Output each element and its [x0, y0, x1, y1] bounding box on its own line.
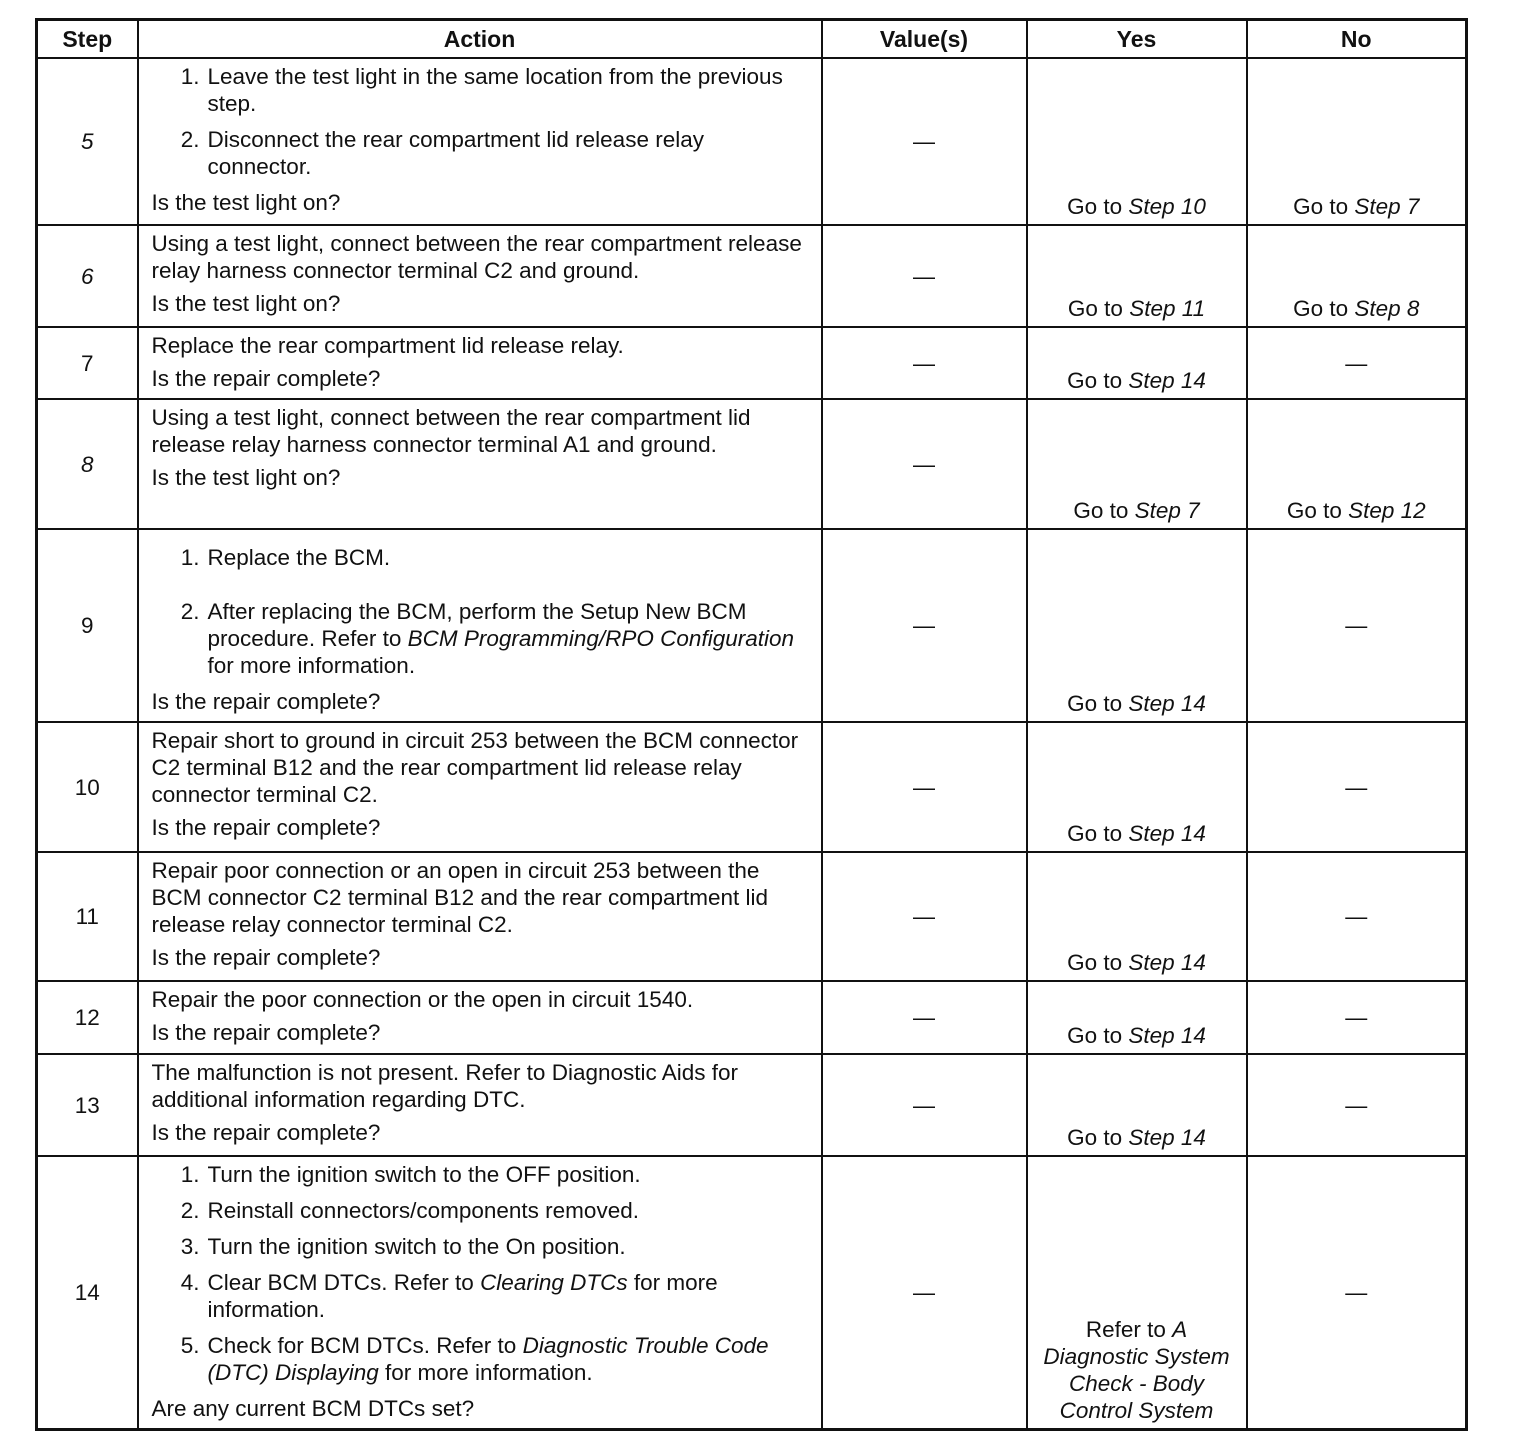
- action-cell: [138, 58, 822, 225]
- table-row-step-12: [37, 981, 1467, 1054]
- no-cell: [1247, 1156, 1467, 1430]
- yes-cell: [1027, 1156, 1247, 1430]
- action-item: Disconnect the rear compartment lid release relay connector.: [207, 127, 704, 179]
- step-number: 5: [37, 58, 138, 225]
- action-text: Repair short to ground in circuit 253 between the BCM connector C2 terminal B12 and the rear compartment lid release relay connector terminal C2.: [151, 728, 799, 807]
- no-cell: [1247, 981, 1467, 1054]
- action-cell: [138, 1054, 822, 1156]
- dash: —: [913, 774, 935, 800]
- header-action: Action: [138, 20, 822, 59]
- action-cell: [138, 1156, 822, 1430]
- action-cell: [138, 529, 822, 722]
- values-cell: [822, 1156, 1027, 1430]
- yes-cell: [1027, 399, 1247, 529]
- step-link[interactable]: Step 10: [1128, 194, 1206, 219]
- yes-cell: [1027, 529, 1247, 722]
- action-text: Using a test light, connect between the rear compartment lid release relay harness connector terminal A1 and ground.: [151, 405, 751, 457]
- action-item: Turn the ignition switch to the OFF position.: [207, 1162, 641, 1187]
- values-cell: [822, 327, 1027, 399]
- table-row-step-13: [37, 1054, 1467, 1156]
- no-cell: [1247, 1054, 1467, 1156]
- action-question: Is the test light on?: [151, 291, 341, 316]
- go-to-label: Go to: [1293, 296, 1349, 321]
- no-cell: [1247, 852, 1467, 981]
- dash: —: [1345, 350, 1368, 376]
- dash: —: [913, 613, 935, 638]
- action-item-text: for more information.: [378, 1360, 593, 1385]
- action-cell: [138, 981, 822, 1054]
- action-cell: [138, 225, 822, 327]
- action-question: Is the test light on?: [151, 190, 341, 215]
- action-cell: [138, 327, 822, 399]
- go-to-label: Go to: [1293, 194, 1349, 219]
- refer-to-label: Refer to: [1085, 1317, 1173, 1342]
- step-link[interactable]: Step 14: [1128, 1023, 1206, 1048]
- action-item: Reinstall connectors/components removed.: [207, 1198, 639, 1223]
- yes-cell: [1027, 722, 1247, 852]
- reference-link[interactable]: A Diagnostic System Check - Body Control System: [1043, 1317, 1230, 1423]
- action-cell: [138, 852, 822, 981]
- table-row-step-14: [37, 1156, 1467, 1430]
- action-question: Is the repair complete?: [151, 945, 381, 970]
- dash: —: [913, 1280, 935, 1305]
- action-item-text: Check for BCM DTCs. Refer to: [207, 1333, 523, 1358]
- dash: —: [1345, 1005, 1368, 1030]
- step-number: 14: [37, 1156, 138, 1430]
- action-text: The malfunction is not present. Refer to Diagnostic Aids for additional information regarding DTC.: [151, 1060, 739, 1112]
- yes-cell: [1027, 225, 1247, 327]
- action-item: [208, 598, 813, 679]
- yes-cell: [1027, 1054, 1247, 1156]
- go-to-label: Go to: [1067, 194, 1123, 219]
- go-to-label: Go to: [1067, 821, 1123, 846]
- step-link[interactable]: Step 14: [1128, 1125, 1206, 1150]
- table-row-step-7: [37, 327, 1467, 399]
- header-no: No: [1247, 20, 1467, 59]
- action-text: Repair the poor connection or the open in circuit 1540.: [151, 987, 694, 1012]
- action-text: Replace the rear compartment lid release relay.: [151, 333, 624, 358]
- go-to-label: Go to: [1067, 1023, 1123, 1048]
- action-question: Is the repair complete?: [151, 366, 381, 391]
- dash: —: [913, 451, 935, 477]
- step-link[interactable]: Step 14: [1128, 821, 1206, 846]
- no-cell: [1247, 327, 1467, 399]
- no-cell: [1247, 225, 1467, 327]
- step-link[interactable]: Step 7: [1354, 194, 1420, 219]
- action-item: Turn the ignition switch to the On position.: [207, 1234, 626, 1259]
- action-cell: [138, 722, 822, 852]
- action-question: Is the repair complete?: [151, 689, 381, 714]
- dash: —: [913, 129, 935, 154]
- action-item: Replace the BCM.: [207, 545, 391, 570]
- values-cell: [822, 529, 1027, 722]
- action-question: Are any current BCM DTCs set?: [151, 1396, 475, 1421]
- step-number: 11: [37, 852, 138, 981]
- values-cell: [822, 399, 1027, 529]
- values-cell: [822, 722, 1027, 852]
- reference-link[interactable]: BCM Programming/RPO Configuration: [407, 626, 794, 651]
- header-row: [37, 20, 1467, 59]
- step-link[interactable]: Step 8: [1354, 296, 1420, 321]
- no-cell: [1247, 58, 1467, 225]
- values-cell: [822, 852, 1027, 981]
- action-item: Leave the test light in the same location from the previous step.: [207, 64, 783, 116]
- values-cell: [822, 225, 1027, 327]
- go-to-label: Go to: [1067, 950, 1123, 975]
- dash: —: [913, 904, 935, 929]
- action-list: [152, 63, 813, 180]
- step-link[interactable]: Step 12: [1348, 498, 1426, 523]
- dash: —: [1345, 1092, 1368, 1118]
- table-row-step-5: [37, 58, 1467, 225]
- step-link[interactable]: Step 14: [1128, 950, 1206, 975]
- dash: —: [1345, 613, 1368, 638]
- step-number: 7: [37, 327, 138, 399]
- dash: —: [1345, 1280, 1368, 1305]
- yes-cell: [1027, 852, 1247, 981]
- table-row-step-11: [37, 852, 1467, 981]
- values-cell: [822, 58, 1027, 225]
- diagnostic-table: [35, 18, 1468, 1431]
- header-values: Value(s): [822, 20, 1027, 59]
- go-to-label: Go to: [1067, 368, 1123, 393]
- action-question: Is the repair complete?: [151, 1120, 381, 1145]
- action-item: [208, 1332, 813, 1386]
- action-item-text: After replacing the BCM, perform the Setup New BCM procedure. Refer to: [207, 599, 747, 651]
- header-step: Step: [37, 20, 138, 59]
- step-link[interactable]: Step 14: [1128, 691, 1206, 716]
- no-cell: [1247, 722, 1467, 852]
- reference-link[interactable]: Diagnostic Trouble Code (DTC) Displaying: [207, 1333, 769, 1385]
- values-cell: [822, 1054, 1027, 1156]
- table-row-step-8: [37, 399, 1467, 529]
- dash: —: [913, 350, 935, 376]
- go-to-label: Go to: [1286, 498, 1342, 523]
- action-text: Using a test light, connect between the rear compartment release relay harness connector terminal C2 and ground.: [151, 231, 802, 283]
- step-link[interactable]: Step 7: [1134, 498, 1200, 523]
- action-text: Repair poor connection or an open in circuit 253 between the BCM connector C2 terminal B12 and the rear compartment lid release relay connector terminal C2.: [151, 858, 769, 937]
- values-cell: [822, 981, 1027, 1054]
- action-item: [208, 1269, 813, 1323]
- action-cell: [138, 399, 822, 529]
- action-item-text: for more information.: [207, 653, 416, 678]
- dash: —: [913, 1092, 935, 1118]
- no-cell: [1247, 529, 1467, 722]
- step-number: 9: [37, 529, 138, 722]
- step-link[interactable]: Step 14: [1128, 368, 1206, 393]
- go-to-label: Go to: [1073, 498, 1129, 523]
- go-to-label: Go to: [1067, 1125, 1123, 1150]
- yes-cell: [1027, 981, 1247, 1054]
- dash: —: [913, 1005, 935, 1030]
- yes-cell: [1027, 58, 1247, 225]
- action-item-text: for more information.: [207, 1270, 718, 1322]
- dash: —: [1345, 904, 1368, 929]
- action-question: Is the test light on?: [151, 465, 341, 490]
- table-row-step-9: [37, 529, 1467, 722]
- yes-cell: [1027, 327, 1247, 399]
- step-number: 12: [37, 981, 138, 1054]
- header-yes: Yes: [1027, 20, 1247, 59]
- table-row-step-10: [37, 722, 1467, 852]
- action-list: [152, 1161, 813, 1386]
- action-list: [152, 544, 813, 679]
- go-to-label: Go to: [1067, 296, 1123, 321]
- dash: —: [913, 263, 935, 289]
- action-item-text: Clear BCM DTCs. Refer to: [207, 1270, 481, 1295]
- step-number: 6: [37, 225, 138, 327]
- step-number: 13: [37, 1054, 138, 1156]
- step-number: 8: [37, 399, 138, 529]
- action-question: Is the repair complete?: [151, 815, 381, 840]
- go-to-label: Go to: [1067, 691, 1123, 716]
- step-link[interactable]: Step 11: [1129, 296, 1206, 321]
- reference-link[interactable]: Clearing DTCs: [480, 1270, 628, 1295]
- table-row-step-6: [37, 225, 1467, 327]
- action-question: Is the repair complete?: [151, 1020, 381, 1045]
- dash: —: [1345, 774, 1368, 800]
- no-cell: [1247, 399, 1467, 529]
- step-number: 10: [37, 722, 138, 852]
